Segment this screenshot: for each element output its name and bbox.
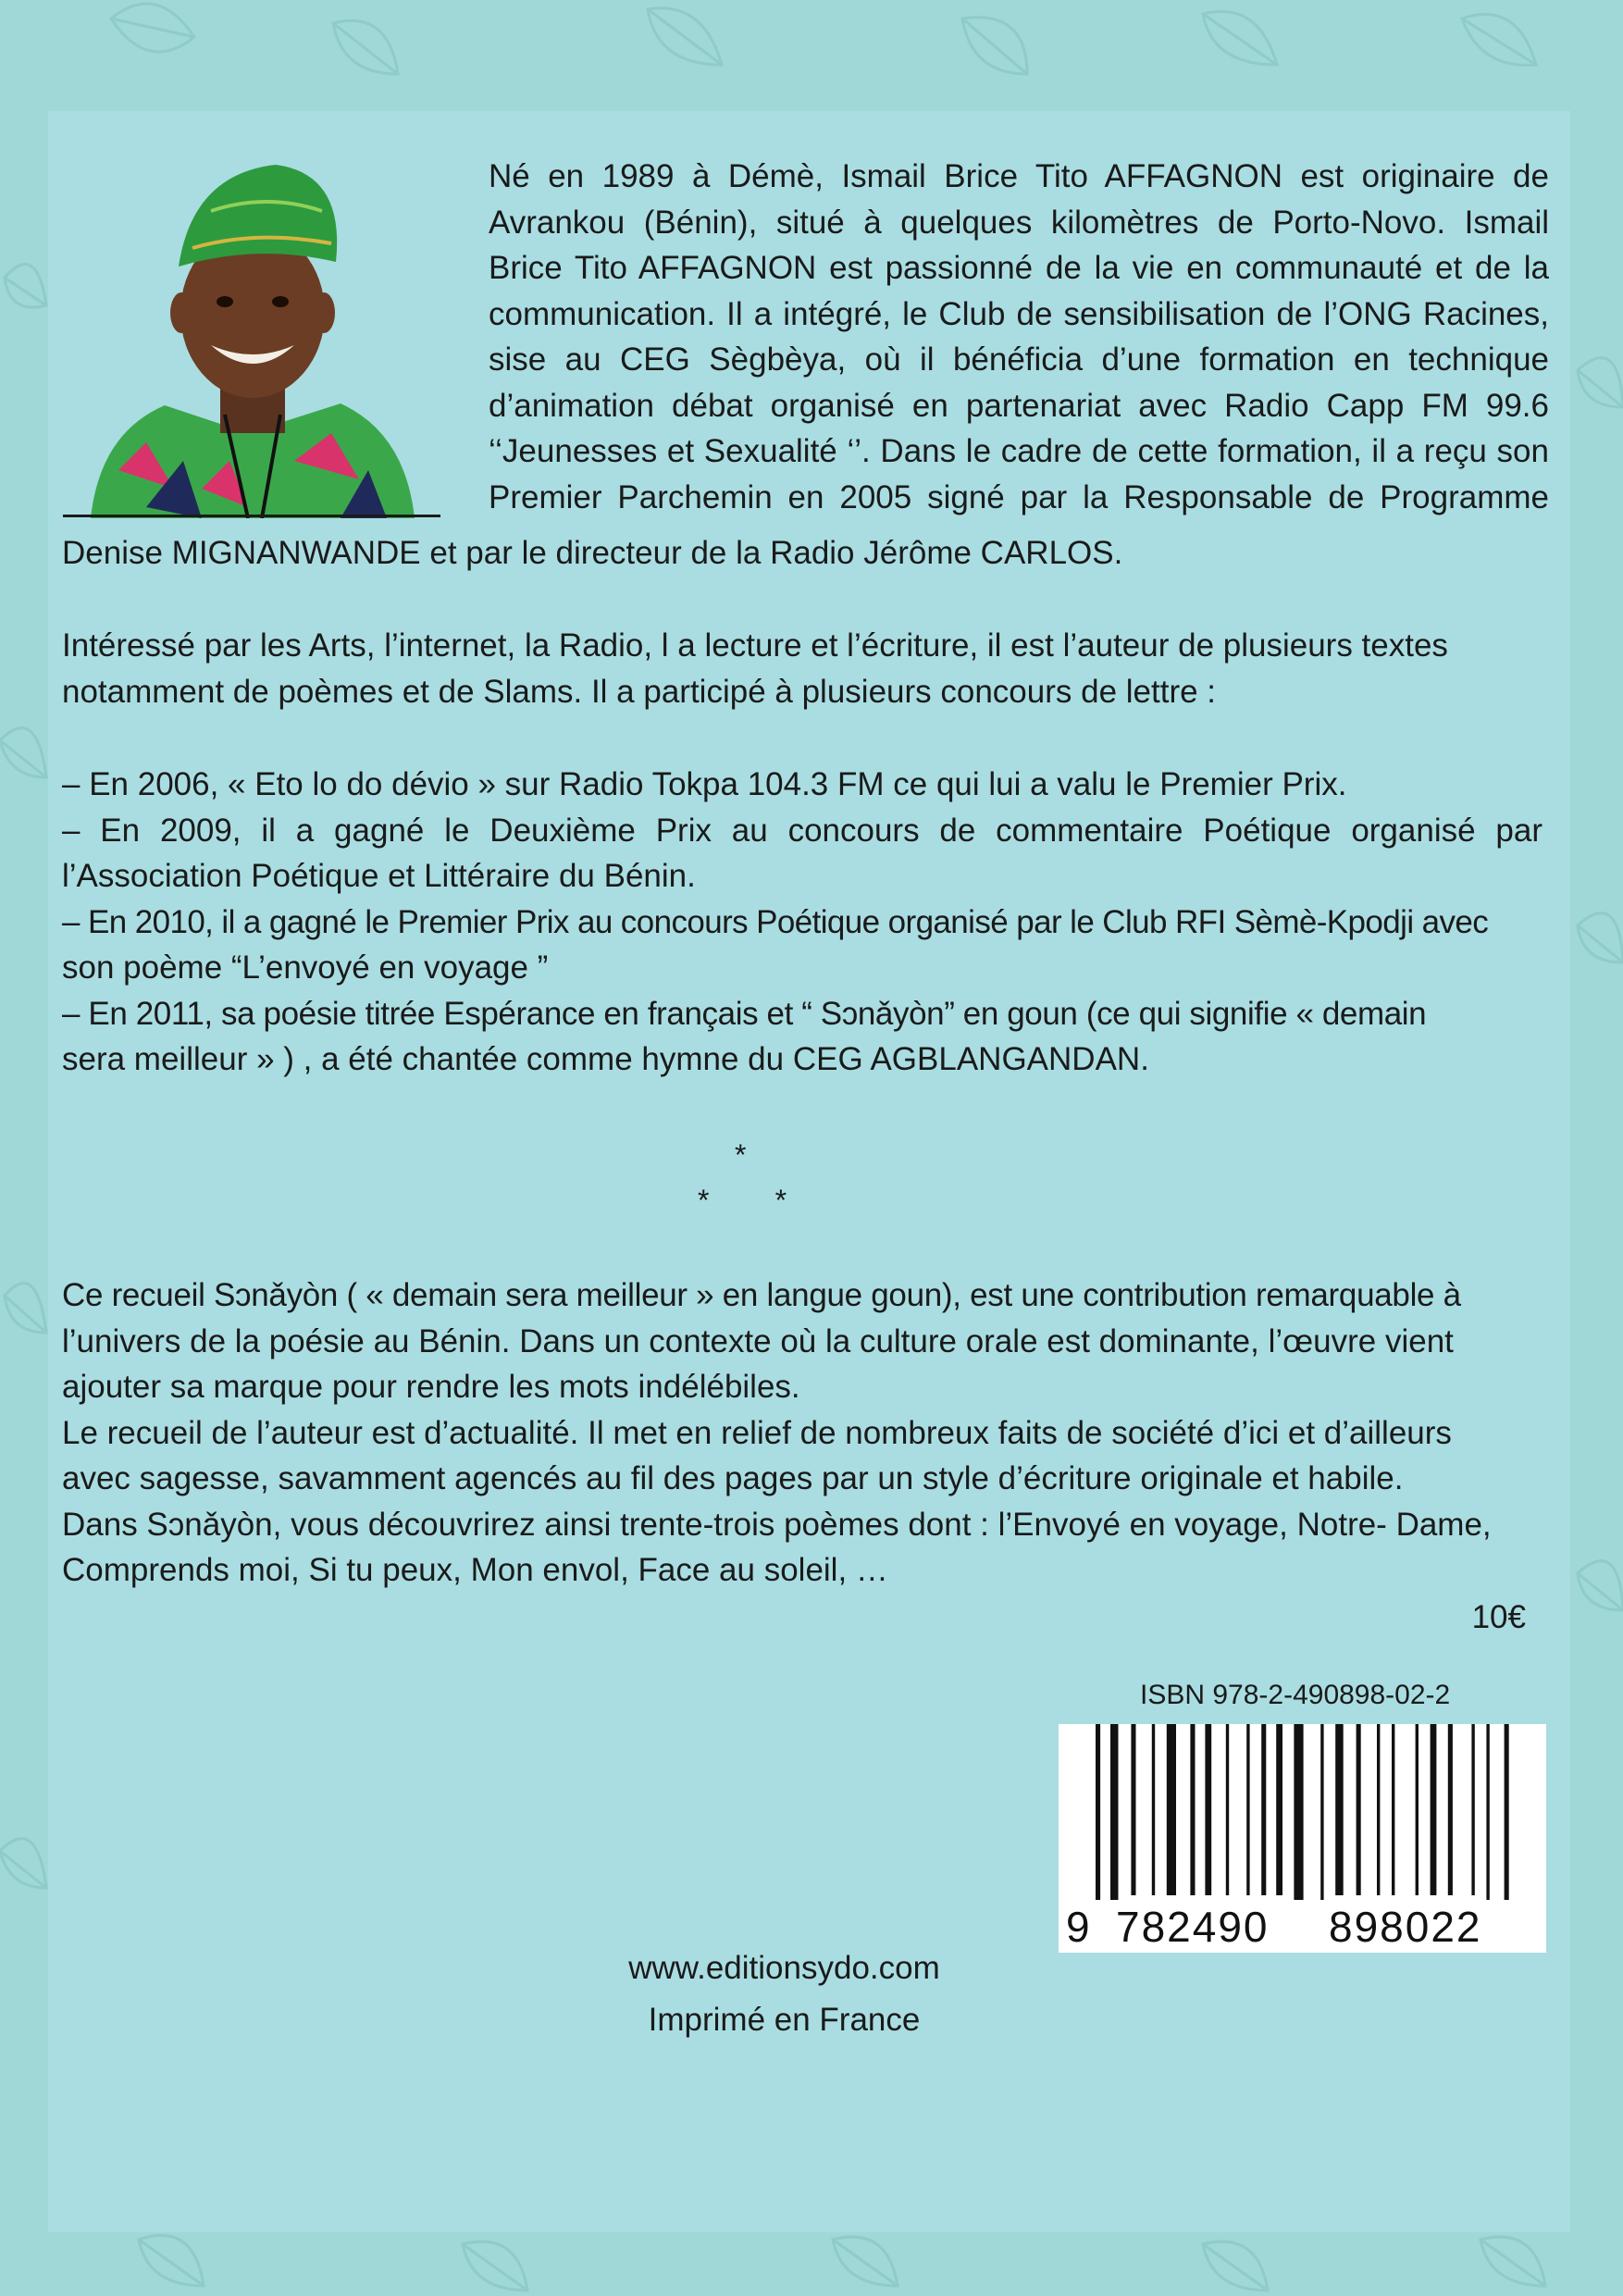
barcode-bar — [1416, 1724, 1419, 1895]
barcode-bar — [1392, 1724, 1394, 1895]
barcode-bar — [1431, 1724, 1437, 1895]
price: 10€ — [1471, 1599, 1526, 1635]
bio-paragraph — [489, 154, 1549, 520]
barcode-bar — [1448, 1724, 1453, 1895]
summary-line: avec sagesse, savamment agencés au fil des pages par un style d’écriture originale et habile. — [62, 1460, 1404, 1496]
bio-line: Brice Tito AFFAGNON est passionné de la vie en communauté et de la — [489, 250, 1549, 286]
barcode-bar — [1190, 1724, 1195, 1895]
separator-top: * — [735, 1138, 747, 1172]
barcode-bar — [1486, 1724, 1489, 1900]
bio-line: Avrankou (Bénin), situé à quelques kilomètres de Porto-Novo. Ismail — [489, 204, 1549, 241]
bio-last-line: Denise MIGNANWANDE et par le directeur de la Radio Jérôme CARLOS. — [62, 535, 1123, 571]
barcode-bar — [1335, 1724, 1344, 1895]
barcode-digits-right: 898022 — [1329, 1903, 1482, 1951]
bio-line: Né en 1989 à Démè, Ismail Brice Tito AFFAGNON est originaire de — [489, 158, 1549, 194]
award-line: – En 2010, il a gagné le Premier Prix au concours Poétique organisé par le Club RFI Sèmè-Kpodji avec — [62, 903, 1489, 940]
barcode-bar — [1276, 1724, 1282, 1895]
award-line: l’Association Poétique et Littéraire du Bénin. — [62, 858, 696, 894]
barcode-bars — [1059, 1724, 1546, 1900]
barcode-bar — [1110, 1724, 1119, 1900]
barcode-bar — [1294, 1724, 1303, 1900]
interests-line: notamment de poèmes et de Slams. Il a participé à plusieurs concours de lettre : — [62, 673, 1217, 710]
interests-line: Intéressé par les Arts, l’internet, la Radio, l a lecture et l’écriture, il est l’auteur de plusieurs textes — [62, 627, 1448, 664]
award-line: – En 2011, sa poésie titrée Espérance en français et “ Sɔnǎyòn” en goun (ce qui signifie « demain — [62, 995, 1427, 1032]
author-photo — [63, 155, 440, 518]
barcode-bar — [1357, 1724, 1361, 1895]
bio-line: d’animation débat organisé en partenariat avec Radio Capp FM 99.6 — [489, 387, 1549, 424]
barcode-bar — [1261, 1724, 1266, 1895]
summary-paragraph — [62, 1272, 1542, 1594]
summary-line: ajouter sa marque pour rendre les mots indélébiles. — [62, 1369, 800, 1405]
award-line: – En 2006, « Eto lo do dévio » sur Radio Tokpa 104.3 FM ce qui lui a valu le Premier Prix. — [62, 766, 1347, 802]
summary-line: Ce recueil Sɔnǎyòn ( « demain sera meilleur » en langue goun), est une contribution remarquable à — [62, 1277, 1461, 1313]
barcode-bar — [1320, 1724, 1323, 1900]
summary-line: Le recueil de l’auteur est d’actualité. Il met en relief de nombreux faits de société d’ici et d’ailleurs — [62, 1414, 1452, 1451]
barcode-bar — [1152, 1724, 1155, 1895]
barcode-bar — [1226, 1724, 1229, 1895]
barcode-bar — [1471, 1724, 1474, 1895]
barcode-digits-left: 782490 — [1116, 1903, 1270, 1951]
isbn-barcode — [1059, 1724, 1546, 1953]
publisher-website: www.editionsydo.com — [628, 1950, 940, 1986]
award-line: son poème “L’envoyé en voyage ” — [62, 949, 549, 986]
bio-line: Premier Parchemin en 2005 signé par la Responsable de Programme — [489, 478, 1549, 515]
barcode-bar — [1377, 1724, 1380, 1895]
barcode-bar — [1205, 1724, 1211, 1895]
barcode-bar — [1131, 1724, 1135, 1895]
bio-line: sise au CEG Sègbèya, où il bénéficia d’une formation en technique — [489, 341, 1549, 378]
summary-line: Comprends moi, Si tu peux, Mon envol, Face au soleil, … — [62, 1552, 888, 1588]
isbn-label: ISBN 978-2-490898-02-2 — [1140, 1680, 1451, 1710]
barcode-digit-first: 9 — [1066, 1903, 1090, 1951]
barcode-bar — [1167, 1724, 1176, 1895]
photo-underline — [63, 515, 440, 517]
separator-bottom: * * — [698, 1184, 787, 1217]
bio-line: communication. Il a intégré, le Club de sensibilisation de l’ONG Racines, — [489, 295, 1549, 332]
author-portrait-icon — [63, 155, 440, 518]
summary-line: l’univers de la poésie au Bénin. Dans un contexte où la culture orale est dominante, l’œuvre vient — [62, 1322, 1454, 1359]
interests-paragraph — [62, 623, 1542, 714]
award-line: sera meilleur » ) , a été chantée comme hymne du CEG AGBLANGANDAN. — [62, 1041, 1149, 1077]
printed-in: Imprimé en France — [648, 2002, 921, 2038]
barcode-bar — [1096, 1724, 1100, 1900]
award-line: – En 2009, il a gagné le Deuxième Prix au concours de commentaire Poétique organisé par — [62, 812, 1542, 849]
barcode-bar — [1246, 1724, 1249, 1895]
awards-list — [62, 762, 1542, 1083]
bio-line: ‘‘Jeunesses et Sexualité ‘’. Dans le cadre de cette formation, il a reçu son — [489, 433, 1549, 469]
summary-line: Dans Sɔnǎyòn, vous découvrirez ainsi trente-trois poèmes dont : l’Envoyé en voyage, Notre- Dame, — [62, 1506, 1492, 1543]
barcode-bar — [1505, 1724, 1509, 1900]
